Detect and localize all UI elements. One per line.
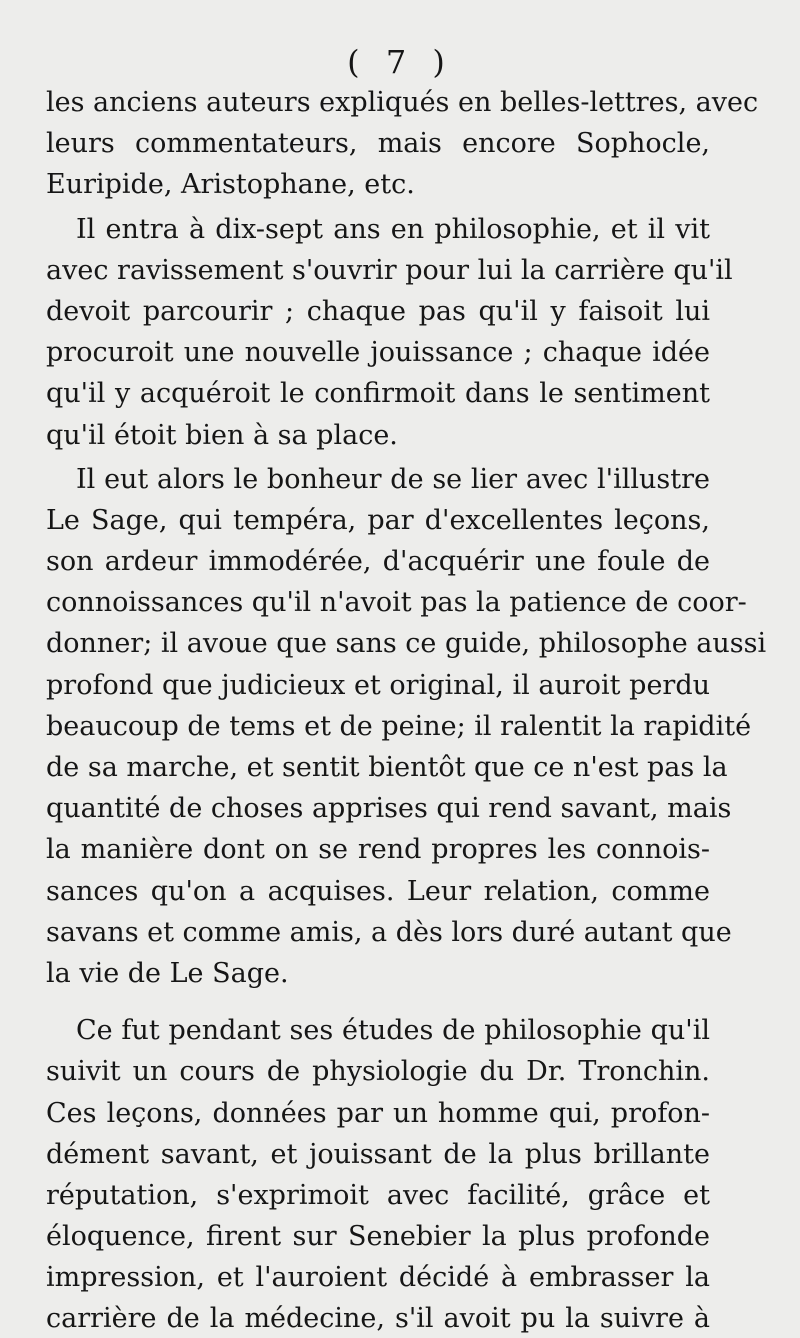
- text-line: éloquence, firent sur Senebier la plus profonde: [46, 1221, 710, 1253]
- text-line: la vie de Le Sage.: [46, 957, 289, 989]
- text-line: quantité de choses apprises qui rend savant, mais: [46, 793, 732, 825]
- text-line: Ces leçons, données par un homme qui, profon-: [46, 1097, 710, 1129]
- text-line: son ardeur immodérée, d'acquérir une foule de: [46, 546, 710, 578]
- text-line: Euripide, Aristophane, etc.: [46, 169, 415, 201]
- text-line: procuroit une nouvelle jouissance ; chaque idée: [46, 337, 710, 369]
- text-line: dément savant, et jouissant de la plus brillante: [46, 1138, 710, 1170]
- text-line: profond que judicieux et original, il auroit perdu: [46, 669, 710, 701]
- text-line: carrière de la médecine, s'il avoit pu la suivre à: [46, 1303, 710, 1335]
- text-line: Le Sage, qui tempéra, par d'excellentes leçons,: [46, 504, 710, 536]
- page-number-header: ( 7 ): [347, 43, 453, 81]
- body-text: [46, 82, 767, 1338]
- text-line: qu'il y acquéroit le confirmoit dans le sentiment: [46, 378, 710, 410]
- text-line: suivit un cours de physiologie du Dr. Tronchin.: [46, 1056, 710, 1088]
- paragraph-start-line: Il eut alors le bonheur de se lier avec l'illustre: [76, 463, 710, 495]
- text-line: qu'il étoit bien à sa place.: [46, 419, 398, 451]
- text-line: donner; il avoue que sans ce guide, philosophe aussi: [46, 628, 767, 660]
- text-line: sances qu'on a acquises. Leur relation, comme: [46, 875, 710, 907]
- text-line: impression, et l'auroient décidé à embrasser la: [46, 1262, 710, 1294]
- text-line: avec ravissement s'ouvrir pour lui la carrière qu'il: [46, 254, 733, 286]
- text-line: réputation, s'exprimoit avec facilité, grâce et: [46, 1179, 710, 1211]
- text-line: de sa marche, et sentit bientôt que ce n'est pas la: [46, 752, 728, 783]
- text-line: la manière dont on se rend propres les connois-: [46, 834, 710, 866]
- paragraph-start-line: Ce fut pendant ses études de philosophie qu'il: [76, 1015, 710, 1047]
- text-line: les anciens auteurs expliqués en belles-lettres, avec: [46, 87, 759, 118]
- text-line: beaucoup de tems et de peine; il ralentit la rapidité: [46, 710, 752, 742]
- text-line: savans et comme amis, a dès lors duré autant que: [46, 916, 732, 948]
- paragraph-start-line: Il entra à dix-sept ans en philosophie, et il vit: [76, 213, 710, 245]
- text-line: devoit parcourir ; chaque pas qu'il y faisoit lui: [46, 295, 710, 327]
- text-line: leurs commentateurs, mais encore Sophocle,: [46, 128, 710, 160]
- text-line: connoissances qu'il n'avoit pas la patience de coor-: [46, 587, 747, 619]
